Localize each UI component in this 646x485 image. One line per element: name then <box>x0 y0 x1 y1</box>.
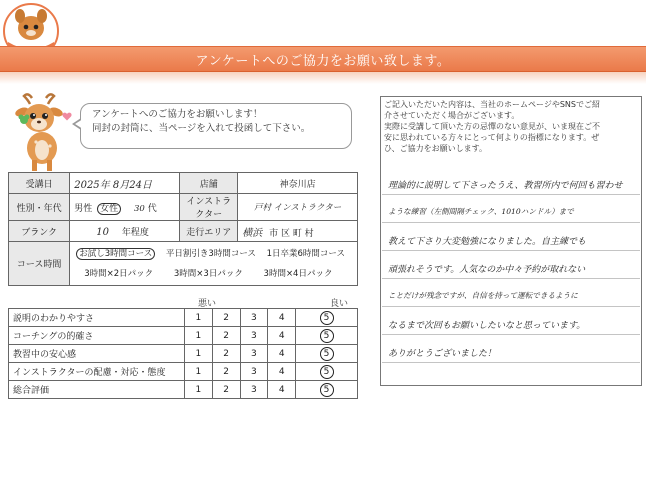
gender-value[interactable] <box>70 194 180 221</box>
area-value[interactable] <box>238 221 358 242</box>
rating-item-label: 教習中の安心感 <box>9 345 185 363</box>
rating-option[interactable] <box>268 327 296 345</box>
rating-row <box>9 345 358 363</box>
rating-option[interactable] <box>296 363 358 381</box>
rating-option-text: 4 <box>278 384 285 395</box>
info-table <box>8 172 358 286</box>
rating-option-text: 5 <box>320 311 334 325</box>
heart-icon <box>62 112 72 121</box>
instructor-label: インストラクター <box>180 194 238 221</box>
rating-option-text: 4 <box>278 312 285 323</box>
rating-option[interactable] <box>185 363 213 381</box>
info-row-blank <box>9 221 358 242</box>
rating-item-label: 総合評価 <box>9 381 185 399</box>
rating-option[interactable] <box>296 345 358 363</box>
comment-handwritten-line: なるまで次回もお願いしたいなと思っています。 <box>388 321 586 331</box>
info-row-course <box>9 242 358 286</box>
course-label: コース時間 <box>9 242 70 286</box>
comment-handwritten-line: ことだけが残念ですが、自信を持って運転できるように <box>388 291 578 300</box>
comment-handwritten-line: ありがとうございました！ <box>388 349 497 359</box>
rating-option[interactable] <box>296 327 358 345</box>
blank-unit: 年程度 <box>121 227 149 238</box>
rating-bad-label: 悪い <box>198 299 217 309</box>
store-value: 神奈川店 <box>238 173 358 194</box>
store-label: 店舗 <box>180 173 238 194</box>
comment-rule <box>382 306 640 307</box>
comment-note-line: ひ、ご協力をお願いします。 <box>384 144 488 153</box>
rating-option-text: 5 <box>320 347 334 361</box>
rating-option[interactable] <box>212 381 240 399</box>
page-title: アンケートへのご協力をお願い致します。 <box>195 54 451 69</box>
gender-label: 性別・年代 <box>9 194 70 221</box>
info-row-gender <box>9 194 358 221</box>
rating-option-text: 5 <box>320 383 334 397</box>
rating-option-text: 2 <box>223 366 230 377</box>
rating-option[interactable] <box>268 309 296 327</box>
instructor-value[interactable] <box>238 194 358 221</box>
rating-good-label: 良い <box>330 299 349 309</box>
date-label: 受講日 <box>9 173 70 194</box>
rating-row <box>9 363 358 381</box>
age-unit: 代 <box>147 203 157 214</box>
blank-label: ブランク <box>9 221 70 242</box>
rating-row <box>9 309 358 327</box>
rating-option[interactable] <box>212 363 240 381</box>
rating-option-text: 4 <box>278 348 285 359</box>
rating-option-text: 1 <box>195 366 202 377</box>
comment-note-line: 安に思われている方々にとって何よりの指標になります。ぜ <box>384 133 600 142</box>
rating-option[interactable] <box>212 327 240 345</box>
course-option[interactable]: 平日割引き3時間コース <box>165 248 256 259</box>
rating-row <box>9 327 358 345</box>
rating-option-text: 1 <box>195 384 202 395</box>
rating-option-text: 3 <box>251 312 257 323</box>
course-option[interactable]: 3時間×4日パック <box>263 268 333 279</box>
instruction-line-1: アンケートへのご協力をお願いします！ <box>92 109 263 120</box>
rating-option[interactable] <box>185 309 213 327</box>
rating-option-text: 5 <box>320 329 334 343</box>
course-option[interactable]: 3時間×3日パック <box>173 268 243 279</box>
comment-note-line: ご記入いただいた内容は、当社のホームページやSNSでご紹 <box>384 100 600 109</box>
rating-option-text: 2 <box>223 312 230 323</box>
date-value-text: 2025年 8月24日 <box>74 179 152 191</box>
rating-option[interactable] <box>296 309 358 327</box>
blank-value-text: 10 <box>96 226 109 238</box>
rating-option-text: 2 <box>223 330 230 341</box>
rating-option-text: 3 <box>251 384 257 395</box>
rating-option[interactable] <box>240 309 268 327</box>
rating-option-text: 3 <box>251 348 257 359</box>
area-value-text: 横浜 <box>242 227 263 239</box>
rating-option-text: 3 <box>251 366 257 377</box>
comment-rule <box>382 334 640 335</box>
course-option[interactable]: 1日卒業6時間コース <box>266 248 345 259</box>
rating-option[interactable] <box>296 381 358 399</box>
rating-option-text: 4 <box>278 366 285 377</box>
instructor-value-text: 戸村 インストラクター <box>253 203 342 213</box>
rating-option-text: 5 <box>320 365 334 379</box>
instruction-text <box>92 108 350 136</box>
age-value: 30 <box>134 203 145 214</box>
rating-table <box>8 308 358 399</box>
comment-rule <box>382 222 640 223</box>
comment-note-line: 介させていただく場合がございます。 <box>384 111 520 120</box>
rating-option-text: 1 <box>195 312 202 323</box>
gender-male[interactable]: 男性 <box>74 203 93 214</box>
rating-option-text: 1 <box>195 348 202 359</box>
area-label: 走行エリア <box>180 221 238 242</box>
blank-value[interactable] <box>70 221 180 242</box>
rating-option[interactable] <box>240 345 268 363</box>
rating-item-label: コーチングの的確さ <box>9 327 185 345</box>
comment-handwritten-line: ような練習（左側間隔チェック、1010ハンドル）まで <box>388 207 574 216</box>
comment-rule <box>382 278 640 279</box>
course-row-2 <box>76 264 353 284</box>
rating-row <box>9 381 358 399</box>
rating-option-text: 2 <box>223 348 230 359</box>
rating-option[interactable] <box>212 345 240 363</box>
banner-fold <box>0 72 646 84</box>
instruction-line-2: 同封の封筒に、当ページを入れて投函して下さい。 <box>92 123 311 134</box>
rating-option[interactable] <box>240 363 268 381</box>
gender-female[interactable]: 女性 <box>97 203 121 215</box>
rating-option[interactable] <box>185 345 213 363</box>
comment-rule <box>382 362 640 363</box>
rating-option-text: 2 <box>223 384 230 395</box>
rating-option[interactable] <box>268 345 296 363</box>
comment-rule <box>382 194 640 195</box>
comment-note-line: 実際に受講して頂いた方の忌憚のない意見が、いま現在ご不 <box>384 122 600 131</box>
rating-option[interactable] <box>212 309 240 327</box>
rating-option[interactable] <box>268 381 296 399</box>
rating-option-text: 4 <box>278 330 285 341</box>
course-option[interactable]: 3時間×2日パック <box>84 268 154 279</box>
date-value[interactable] <box>70 173 180 194</box>
rating-option-text: 3 <box>251 330 257 341</box>
rating-option[interactable] <box>240 381 268 399</box>
rating-option-text: 1 <box>195 330 202 341</box>
area-units: 市 区 町 村 <box>269 228 314 239</box>
deer-mascot-icon <box>6 92 78 172</box>
course-option[interactable]: お試し3時間コース <box>76 248 155 260</box>
rating-option[interactable] <box>185 381 213 399</box>
bubble-tail-inner <box>75 119 83 129</box>
rating-item-label: インストラクターの配慮・対応・態度 <box>9 363 185 381</box>
course-options <box>70 242 358 286</box>
comment-handwritten-line: 頑張れそうです。人気なのか中々予約が取れない <box>388 265 586 275</box>
comment-rule <box>382 250 640 251</box>
comment-handwritten-line: 理論的に説明して下さったうえ、教習所内で何回も習わせ <box>388 181 623 191</box>
rating-option[interactable] <box>240 327 268 345</box>
rating-option[interactable] <box>268 363 296 381</box>
course-row-1 <box>76 244 353 264</box>
info-row-date <box>9 173 358 194</box>
rating-option[interactable] <box>185 327 213 345</box>
comment-handwritten-line: 教えて下さり大変勉強になりました。自主練でも <box>388 237 587 247</box>
rating-item-label: 説明のわかりやすさ <box>9 309 185 327</box>
comment-note <box>384 99 642 154</box>
